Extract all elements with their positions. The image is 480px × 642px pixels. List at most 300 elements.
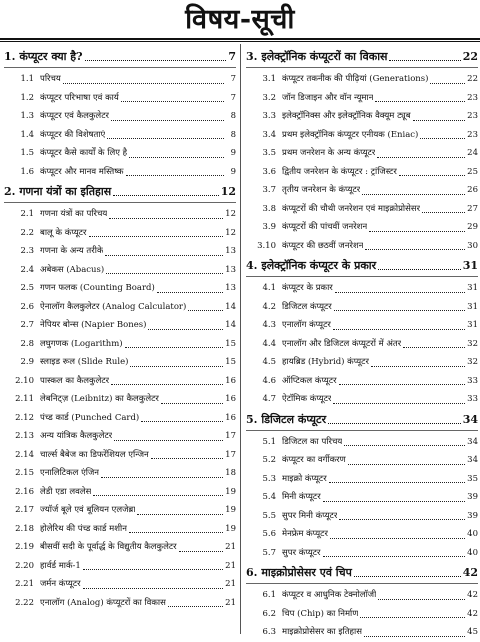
chapter-rule bbox=[246, 583, 478, 584]
entry-title: गणना यंत्रों का परिचय bbox=[40, 209, 108, 219]
entry-page-number: 21 bbox=[225, 542, 236, 552]
toc-entry[interactable] bbox=[4, 446, 236, 465]
entry-number: 2.17 bbox=[15, 505, 34, 515]
entry-number: 4.6 bbox=[262, 375, 276, 386]
entry-page-number: 27 bbox=[467, 203, 478, 214]
entry-page-number: 8 bbox=[230, 111, 236, 121]
entry-number: 4.2 bbox=[262, 301, 276, 312]
toc-entry[interactable] bbox=[4, 520, 236, 539]
title-rule-thin bbox=[0, 41, 480, 42]
chapter-rule bbox=[4, 202, 236, 203]
entry-page-number: 15 bbox=[225, 357, 236, 367]
entry-number: 4.1 bbox=[262, 283, 276, 293]
entry-title: कंप्यूटर कैसे कार्यों के लिए है bbox=[40, 148, 128, 158]
entry-title: चिप (Chip) का निर्माण bbox=[282, 608, 359, 619]
dot-leader bbox=[63, 83, 224, 84]
dot-leader bbox=[105, 255, 223, 256]
chapter-page-number: 7 bbox=[228, 50, 236, 63]
dot-leader bbox=[333, 329, 465, 330]
entry-number: 2.2 bbox=[20, 227, 34, 238]
entry-title: मेनफ्रेम कंप्यूटर bbox=[282, 529, 328, 539]
entry-number: 2.9 bbox=[20, 357, 34, 367]
entry-page-number: 9 bbox=[230, 148, 236, 158]
entry-page-number: 19 bbox=[225, 505, 236, 515]
entry-page-number: 39 bbox=[467, 510, 478, 521]
dot-leader bbox=[323, 556, 466, 557]
dot-leader bbox=[362, 194, 465, 195]
toc-entry[interactable] bbox=[4, 483, 236, 502]
entry-title: तृतीय जनरेशन के कंप्यूटर bbox=[282, 185, 361, 195]
dot-leader bbox=[377, 157, 465, 158]
dot-leader bbox=[151, 458, 223, 459]
entry-number: 2.12 bbox=[15, 412, 34, 423]
toc-entry[interactable] bbox=[246, 507, 478, 526]
dot-leader bbox=[101, 477, 223, 478]
entry-number: 1.4 bbox=[20, 129, 34, 140]
toc-entry[interactable] bbox=[246, 279, 478, 298]
entry-page-number: 19 bbox=[225, 486, 236, 497]
dot-leader bbox=[168, 606, 223, 607]
entry-number: 2.15 bbox=[15, 468, 34, 478]
toc-entry[interactable] bbox=[4, 335, 236, 354]
entry-page-number: 21 bbox=[225, 579, 236, 589]
dot-leader bbox=[365, 249, 465, 250]
chapter-heading[interactable] bbox=[4, 48, 236, 65]
chapter-title: 3. इलेक्ट्रॉनिक कंप्यूटरों का विकास bbox=[246, 50, 388, 63]
chapter-page-number: 34 bbox=[462, 412, 478, 426]
entry-number: 5.6 bbox=[262, 529, 276, 539]
entry-page-number: 26 bbox=[467, 185, 478, 195]
dot-leader bbox=[111, 120, 224, 121]
toc-entry[interactable] bbox=[4, 89, 236, 108]
entry-number: 3.2 bbox=[262, 92, 276, 103]
entry-title: एनालॉग कंप्यूटर bbox=[282, 320, 331, 330]
entry-number: 1.1 bbox=[20, 74, 34, 84]
entry-page-number: 21 bbox=[225, 560, 236, 571]
entry-page-number: 25 bbox=[467, 166, 478, 177]
dot-leader bbox=[129, 157, 224, 158]
dot-leader bbox=[403, 347, 465, 348]
entry-number: 2.11 bbox=[15, 394, 34, 404]
entry-page-number: 16 bbox=[225, 375, 236, 386]
dot-leader bbox=[344, 445, 465, 446]
entry-number: 6.1 bbox=[262, 590, 276, 600]
toc-entry[interactable] bbox=[246, 586, 478, 605]
entry-page-number: 40 bbox=[467, 529, 478, 539]
entry-title: अन्य यांत्रिक कैलकुलेटर bbox=[40, 431, 113, 441]
entry-title: नेपियर बोन्स (Napier Bones) bbox=[40, 320, 147, 330]
dot-leader bbox=[378, 269, 461, 270]
chapter-page-number: 31 bbox=[462, 259, 478, 272]
toc-entry[interactable] bbox=[246, 390, 478, 409]
toc-entry[interactable] bbox=[4, 126, 236, 145]
toc-entry[interactable] bbox=[246, 525, 478, 544]
toc-entry[interactable] bbox=[4, 575, 236, 594]
entry-title: कंप्यूटर व आधुनिक टेक्नोलॉजी bbox=[282, 590, 377, 600]
chapter-title: 2. गणना यंत्रों का इतिहास bbox=[4, 185, 112, 198]
entry-title: मिनी कंप्यूटर bbox=[282, 492, 321, 502]
dot-leader bbox=[85, 60, 227, 61]
toc-entry[interactable] bbox=[246, 107, 478, 126]
entry-page-number: 45 bbox=[467, 627, 478, 637]
entry-page-number: 39 bbox=[467, 492, 478, 502]
toc-entry[interactable] bbox=[4, 538, 236, 557]
toc-entry[interactable] bbox=[246, 451, 478, 470]
toc-entry[interactable] bbox=[246, 89, 478, 108]
dot-leader bbox=[130, 366, 223, 367]
entry-page-number: 42 bbox=[467, 608, 478, 619]
entry-title: लघुगणक (Logarithm) bbox=[40, 338, 123, 349]
entry-page-number: 33 bbox=[467, 375, 478, 386]
entry-number: 2.8 bbox=[20, 338, 34, 349]
entry-title: बीसवीं सदी के पूर्वार्द्ध के विद्युतीय कैलकुलेटर bbox=[40, 542, 177, 552]
entry-number: 3.5 bbox=[262, 148, 276, 158]
entry-page-number: 33 bbox=[467, 394, 478, 404]
toc-entry[interactable] bbox=[4, 205, 236, 224]
entry-title: गणना के अन्य तरीके bbox=[40, 246, 104, 256]
entry-title: द्वितीय जनरेशन के कंप्यूटर : ट्रांजिस्टर bbox=[282, 166, 397, 177]
entry-number: 1.2 bbox=[20, 92, 34, 103]
toc-entry[interactable] bbox=[246, 544, 478, 563]
toc-entry[interactable] bbox=[246, 488, 478, 507]
toc-entry[interactable] bbox=[4, 261, 236, 280]
entry-title: बालू के कंप्यूटर bbox=[40, 227, 87, 238]
entry-number: 2.20 bbox=[15, 560, 34, 571]
entry-number: 2.5 bbox=[20, 283, 34, 293]
entry-page-number: 31 bbox=[467, 283, 478, 293]
entry-number: 4.3 bbox=[262, 320, 276, 330]
entry-page-number: 8 bbox=[230, 129, 236, 140]
toc-entry[interactable] bbox=[4, 557, 236, 576]
entry-title: हायब्रिड (Hybrid) कंप्यूटर bbox=[282, 357, 369, 367]
entry-title: सुपर कंप्यूटर bbox=[282, 547, 321, 558]
entry-number: 2.3 bbox=[20, 246, 34, 256]
entry-page-number: 13 bbox=[225, 283, 236, 293]
entry-title: प्रथम इलेक्ट्रॉनिक कंप्यूटर एनीयक (Eniac) bbox=[282, 129, 419, 140]
entry-page-number: 13 bbox=[225, 264, 236, 275]
entry-title: माइक्रो कंप्यूटर bbox=[282, 473, 327, 484]
dot-leader bbox=[328, 423, 461, 424]
dot-leader bbox=[371, 366, 465, 367]
entry-title: पंच्ड कार्ड (Punched Card) bbox=[40, 412, 140, 423]
dot-leader bbox=[420, 138, 465, 139]
entry-number: 5.1 bbox=[262, 436, 276, 447]
chapter-heading[interactable] bbox=[4, 183, 236, 200]
entry-page-number: 24 bbox=[467, 148, 478, 158]
dot-leader bbox=[330, 538, 465, 539]
dot-leader bbox=[125, 347, 224, 348]
toc-entry[interactable] bbox=[246, 353, 478, 372]
toc-entry[interactable] bbox=[246, 70, 478, 89]
chapter-page-number: 12 bbox=[220, 185, 236, 198]
entry-page-number: 17 bbox=[225, 431, 236, 441]
entry-title: माइक्रोप्रोसेसर का इतिहास bbox=[282, 627, 363, 637]
entry-page-number: 35 bbox=[467, 473, 478, 484]
toc-entry[interactable] bbox=[4, 70, 236, 89]
dot-leader bbox=[141, 421, 223, 422]
entry-title: इलेक्ट्रॉनिक्स और इलेक्ट्रॉनिक वैक्यूम ट्यूब bbox=[282, 111, 411, 121]
entry-page-number: 23 bbox=[467, 111, 478, 121]
entry-title: एनालिटिकल एंजिन bbox=[40, 468, 99, 478]
entry-page-number: 34 bbox=[467, 436, 478, 447]
entry-title: पास्कल का कैलकुलेटर bbox=[40, 375, 110, 386]
entry-title: एनालॉग (Analog) कंप्यूटरों का विकास bbox=[40, 597, 166, 608]
entry-page-number: 32 bbox=[467, 338, 478, 349]
entry-title: कंप्यूटर की विशेषताएं bbox=[40, 129, 106, 140]
dot-leader bbox=[157, 292, 223, 293]
dot-leader bbox=[430, 83, 465, 84]
entry-number: 2.21 bbox=[15, 579, 34, 589]
entry-number: 4.5 bbox=[262, 357, 276, 367]
entry-number: 6.3 bbox=[262, 627, 276, 637]
chapter-heading[interactable] bbox=[246, 48, 478, 65]
entry-page-number: 31 bbox=[467, 301, 478, 312]
page-title: विषय-सूची bbox=[185, 4, 295, 35]
entry-number: 5.4 bbox=[262, 492, 276, 502]
entry-page-number: 30 bbox=[467, 240, 478, 251]
dot-leader bbox=[389, 60, 460, 61]
entry-page-number: 7 bbox=[230, 74, 236, 84]
entry-title: चार्ल्स बैबेज का डिफरेंशियल एन्जिन bbox=[40, 449, 149, 460]
dot-leader bbox=[399, 175, 465, 176]
entry-page-number: 12 bbox=[225, 227, 236, 238]
toc-entry[interactable] bbox=[4, 594, 236, 613]
dot-leader bbox=[179, 551, 224, 552]
toc-entry[interactable] bbox=[4, 316, 236, 335]
dot-leader bbox=[121, 101, 224, 102]
entry-page-number: 40 bbox=[467, 547, 478, 558]
toc-left-column bbox=[4, 46, 236, 612]
entry-number: 2.14 bbox=[15, 449, 34, 460]
toc-entry[interactable] bbox=[246, 218, 478, 237]
dot-leader bbox=[360, 617, 465, 618]
dot-leader bbox=[335, 292, 465, 293]
entry-number: 3.3 bbox=[262, 111, 276, 121]
dot-leader bbox=[333, 403, 465, 404]
entry-number: 3.9 bbox=[262, 222, 276, 232]
toc-entry[interactable] bbox=[4, 107, 236, 126]
dot-leader bbox=[83, 588, 224, 589]
entry-title: कंप्यूटरों की पांचवीं जनरेशन bbox=[282, 222, 368, 232]
toc-entry[interactable] bbox=[4, 163, 236, 182]
entry-title: लेबनिट्ज़ (Leibnitz) का कैलकुलेटर bbox=[40, 394, 159, 404]
toc-entry[interactable] bbox=[246, 144, 478, 163]
chapter-page-number: 22 bbox=[462, 50, 478, 63]
entry-title: गणन फलक (Counting Board) bbox=[40, 283, 155, 293]
entry-page-number: 9 bbox=[230, 166, 236, 177]
toc-entry[interactable] bbox=[4, 409, 236, 428]
entry-title: ऑप्टिकल कंप्यूटर bbox=[282, 375, 337, 386]
dot-leader bbox=[329, 482, 466, 483]
entry-title: परिचय bbox=[40, 74, 61, 84]
entry-title: डिजिटल कंप्यूटर bbox=[282, 301, 332, 312]
dot-leader bbox=[369, 231, 465, 232]
column-divider bbox=[240, 44, 241, 634]
entry-number: 2.6 bbox=[20, 301, 34, 312]
chapter-heading[interactable] bbox=[246, 411, 478, 428]
entry-page-number: 12 bbox=[225, 209, 236, 219]
chapter-rule bbox=[4, 67, 236, 68]
dot-leader bbox=[83, 569, 223, 570]
dot-leader bbox=[339, 519, 465, 520]
entry-page-number: 22 bbox=[467, 74, 478, 84]
dot-leader bbox=[89, 236, 224, 237]
chapter-rule bbox=[246, 276, 478, 277]
entry-title: जॉन डिजाइन और वॉन न्यूमान bbox=[282, 92, 374, 103]
dot-leader bbox=[375, 101, 465, 102]
entry-number: 5.7 bbox=[262, 547, 276, 558]
entry-number: 5.2 bbox=[262, 455, 276, 465]
entry-number: 2.13 bbox=[15, 431, 34, 441]
chapter-title: 6. माइक्रोप्रोसेसर एवं चिप bbox=[246, 566, 352, 579]
toc-entry[interactable] bbox=[246, 181, 478, 200]
toc-entry[interactable] bbox=[246, 623, 478, 642]
entry-number: 3.1 bbox=[262, 74, 276, 84]
toc-entry[interactable] bbox=[4, 501, 236, 520]
dot-leader bbox=[137, 514, 223, 515]
entry-title: लेडी एडा लवलेस bbox=[40, 486, 92, 497]
toc-entry[interactable] bbox=[246, 200, 478, 219]
dot-leader bbox=[188, 310, 223, 311]
entry-number: 2.16 bbox=[15, 486, 34, 497]
entry-page-number: 32 bbox=[467, 357, 478, 367]
entry-title: एनालॉग और डिजिटल कंप्यूटरों में अंतर bbox=[282, 338, 402, 349]
entry-number: 5.3 bbox=[262, 473, 276, 484]
dot-leader bbox=[113, 195, 219, 196]
entry-number: 3.4 bbox=[262, 129, 276, 140]
entry-title: कंप्यूटर का वर्गीकरण bbox=[282, 455, 346, 465]
entry-number: 2.19 bbox=[15, 542, 34, 552]
entry-number: 4.4 bbox=[262, 338, 276, 349]
entry-page-number: 7 bbox=[230, 92, 236, 103]
dot-leader bbox=[129, 532, 223, 533]
entry-number: 1.5 bbox=[20, 148, 34, 158]
entry-title: कंप्यूटर की छठवीं जनरेशन bbox=[282, 240, 364, 251]
entry-number: 3.8 bbox=[262, 203, 276, 214]
dot-leader bbox=[106, 273, 223, 274]
entry-number: 2.1 bbox=[20, 209, 34, 219]
entry-number: 2.4 bbox=[20, 264, 34, 275]
entry-title: ज्यॉर्ज बूले एवं बूलियन एलजेब्रा bbox=[40, 505, 136, 515]
entry-number: 3.10 bbox=[257, 240, 276, 251]
entry-title: प्रथम जनरेशन के अन्य कंप्यूटर bbox=[282, 148, 376, 158]
entry-title: ऐनालॉग कैलकुलेटर (Analog Calculator) bbox=[40, 301, 187, 312]
dot-leader bbox=[378, 599, 465, 600]
dot-leader bbox=[354, 576, 461, 577]
entry-page-number: 21 bbox=[225, 597, 236, 608]
chapter-rule bbox=[246, 430, 478, 431]
entry-number: 2.22 bbox=[15, 597, 34, 608]
dot-leader bbox=[323, 501, 465, 502]
toc-entry[interactable] bbox=[4, 298, 236, 317]
chapter-title: 1. कंप्यूटर क्या है? bbox=[4, 50, 83, 63]
entry-page-number: 16 bbox=[225, 394, 236, 404]
dot-leader bbox=[334, 310, 465, 311]
entry-title: सुपर मिनी कंप्यूटर bbox=[282, 510, 338, 521]
entry-title: हार्वर्ड मार्क-1 bbox=[40, 560, 81, 571]
dot-leader bbox=[93, 495, 223, 496]
dot-leader bbox=[111, 384, 223, 385]
entry-title: अबेकस (Abacus) bbox=[40, 264, 105, 275]
title-rule bbox=[0, 38, 480, 40]
toc-entry[interactable] bbox=[246, 470, 478, 489]
chapter-heading[interactable] bbox=[246, 257, 478, 274]
entry-number: 3.6 bbox=[262, 166, 276, 177]
dot-leader bbox=[107, 138, 224, 139]
dot-leader bbox=[413, 120, 466, 121]
entry-number: 2.18 bbox=[15, 523, 34, 534]
entry-title: जर्मन कंप्यूटर bbox=[40, 579, 81, 589]
entry-page-number: 13 bbox=[225, 246, 236, 256]
entry-page-number: 17 bbox=[225, 449, 236, 460]
entry-title: ऐटॉमिक कंप्यूटर bbox=[282, 394, 332, 404]
toc-entry[interactable] bbox=[4, 242, 236, 261]
dot-leader bbox=[348, 464, 465, 465]
entry-title: स्लाइड रूल (Slide Rule) bbox=[40, 357, 129, 367]
entry-number: 3.7 bbox=[262, 185, 276, 195]
entry-page-number: 18 bbox=[225, 468, 236, 478]
toc-entry[interactable] bbox=[4, 353, 236, 372]
toc-entry[interactable] bbox=[246, 433, 478, 452]
entry-number: 5.5 bbox=[262, 510, 276, 521]
entry-title: कंप्यूटर तकनीक की पीढ़ियां (Generations) bbox=[282, 74, 429, 84]
toc-entry[interactable] bbox=[246, 237, 478, 256]
chapter-page-number: 42 bbox=[462, 566, 478, 579]
dot-leader bbox=[364, 636, 465, 637]
entry-page-number: 23 bbox=[467, 129, 478, 140]
entry-title: होलेरिथ की पंच्ड कार्ड मशीन bbox=[40, 523, 127, 534]
dot-leader bbox=[126, 175, 224, 176]
chapter-title: 4. इलेक्ट्रॉनिक कंप्यूटर के प्रकार bbox=[246, 259, 377, 272]
toc-entry[interactable] bbox=[246, 163, 478, 182]
toc-entry[interactable] bbox=[246, 372, 478, 391]
entry-page-number: 19 bbox=[225, 523, 236, 534]
toc-entry[interactable] bbox=[4, 427, 236, 446]
dot-leader bbox=[114, 440, 223, 441]
chapter-heading[interactable] bbox=[246, 564, 478, 581]
entry-page-number: 14 bbox=[225, 301, 236, 312]
dot-leader bbox=[109, 218, 223, 219]
entry-page-number: 14 bbox=[225, 320, 236, 330]
entry-title: डिजिटल का परिचय bbox=[282, 436, 343, 447]
toc-entry[interactable] bbox=[4, 372, 236, 391]
entry-number: 4.7 bbox=[262, 394, 276, 404]
entry-page-number: 31 bbox=[467, 320, 478, 330]
entry-title: कंप्यूटरों की चौथी जनरेशन एवं माइक्रोप्रोसेसर bbox=[282, 203, 421, 214]
toc-entry[interactable] bbox=[4, 224, 236, 243]
toc-entry[interactable] bbox=[246, 316, 478, 335]
toc-entry[interactable] bbox=[246, 335, 478, 354]
toc-right-column bbox=[246, 46, 478, 642]
toc-entry[interactable] bbox=[4, 279, 236, 298]
toc-entry[interactable] bbox=[4, 464, 236, 483]
dot-leader bbox=[339, 384, 466, 385]
toc-entry[interactable] bbox=[246, 298, 478, 317]
entry-page-number: 34 bbox=[467, 455, 478, 465]
toc-entry[interactable] bbox=[246, 605, 478, 624]
entry-page-number: 42 bbox=[467, 590, 478, 600]
entry-page-number: 23 bbox=[467, 92, 478, 103]
toc-entry[interactable] bbox=[4, 390, 236, 409]
entry-number: 6.2 bbox=[262, 608, 276, 619]
toc-entry[interactable] bbox=[246, 126, 478, 145]
dot-leader bbox=[148, 329, 223, 330]
entry-number: 2.7 bbox=[20, 320, 34, 330]
chapter-title: 5. डिजिटल कंप्यूटर bbox=[246, 412, 327, 426]
entry-number: 2.10 bbox=[15, 375, 34, 386]
entry-number: 1.3 bbox=[20, 111, 34, 121]
toc-entry[interactable] bbox=[4, 144, 236, 163]
